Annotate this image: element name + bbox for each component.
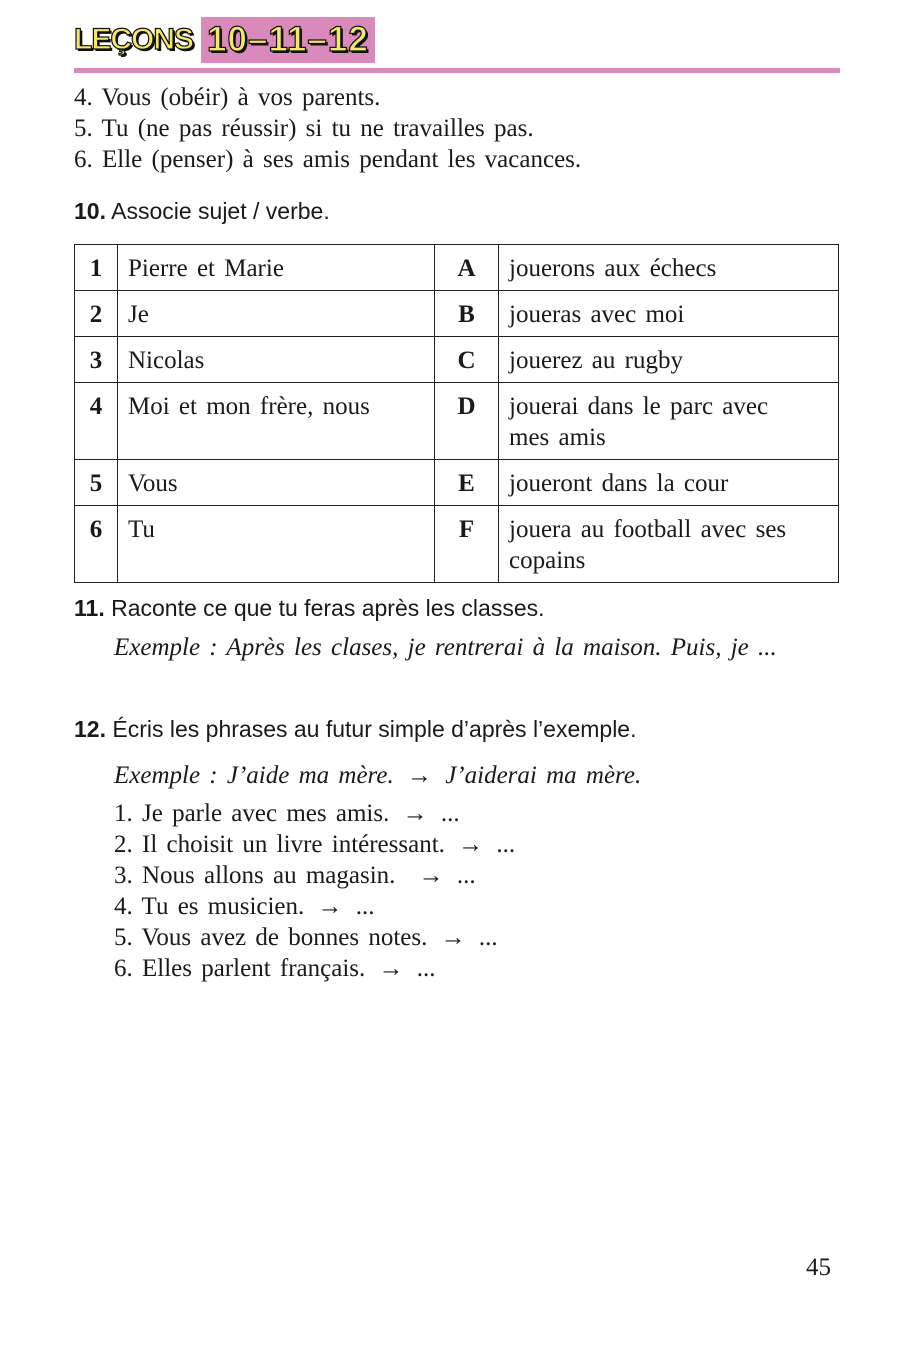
exercise-sentence: 2. Il choisit un livre intéressant. [114, 831, 445, 858]
row-verb: jouera au football avec ses copains [499, 506, 839, 583]
row-letter: E [435, 460, 499, 506]
exercise-sentence: 1. Je parle avec mes amis. [114, 800, 390, 827]
row-subject: Je [118, 291, 435, 337]
page-number: 45 [806, 1254, 831, 1281]
answer-placeholder: ... [456, 862, 476, 889]
row-subject: Vous [118, 460, 435, 506]
task-12-number: 12. [74, 716, 106, 742]
table-row [75, 337, 839, 383]
answer-placeholder: ... [416, 955, 436, 982]
lesson-header [74, 16, 375, 64]
list-item [114, 829, 515, 860]
task-11-instruction: Raconte ce que tu feras après les classes. [111, 595, 545, 621]
lesson-header-numbers: 10–11–12 [201, 17, 375, 63]
list-item: 4. Vous (obéir) à vos parents. [74, 84, 381, 111]
header-divider [74, 68, 840, 73]
row-verb: joueras avec moi [499, 291, 839, 337]
list-item [114, 953, 515, 984]
task-12-heading [74, 716, 637, 743]
row-verb: jouerai dans le parc avec mes amis [499, 383, 839, 460]
task-11-number: 11. [74, 595, 105, 621]
arrow-right-icon: → [440, 924, 466, 951]
task-12-example [114, 760, 641, 791]
list-item: 5. Tu (ne pas réussir) si tu ne travailles pas. [74, 115, 534, 142]
table-row [75, 291, 839, 337]
list-item [114, 891, 515, 922]
arrow-right-icon: → [418, 862, 444, 889]
list-item [114, 922, 515, 953]
example-sentence: Exemple : J’aide ma mère. [114, 762, 394, 789]
top-sentences-list [74, 82, 581, 175]
row-subject: Nicolas [118, 337, 435, 383]
row-number: 3 [75, 337, 118, 383]
row-verb: jouerons aux échecs [499, 245, 839, 291]
task-11-heading [74, 595, 545, 622]
row-letter: B [435, 291, 499, 337]
answer-placeholder: ... [355, 893, 375, 920]
task-11-example: Exemple : Après les clases, je rentrerai à la maison. Puis, je ... [114, 634, 777, 661]
matching-table [74, 244, 839, 583]
row-subject: Pierre et Marie [118, 245, 435, 291]
table-row [75, 460, 839, 506]
row-letter: F [435, 506, 499, 583]
example-answer: J’aiderai ma mère. [445, 762, 642, 789]
row-verb: joueront dans la cour [499, 460, 839, 506]
row-letter: C [435, 337, 499, 383]
row-number: 1 [75, 245, 118, 291]
exercise-sentence: 4. Tu es musicien. [114, 893, 305, 920]
row-letter: A [435, 245, 499, 291]
list-item [114, 860, 515, 891]
row-subject: Tu [118, 506, 435, 583]
row-subject: Moi et mon frère, nous [118, 383, 435, 460]
task-10-number: 10. [74, 198, 106, 224]
row-number: 2 [75, 291, 118, 337]
arrow-right-icon: → [317, 893, 343, 920]
row-number: 4 [75, 383, 118, 460]
table-row [75, 383, 839, 460]
table-row [75, 245, 839, 291]
lesson-header-word: LEÇONS [74, 23, 194, 56]
arrow-right-icon: → [458, 831, 484, 858]
exercise-sentence: 6. Elles parlent français. [114, 955, 366, 982]
exercise-sentence: 5. Vous avez de bonnes notes. [114, 924, 428, 951]
task-10-heading [74, 198, 330, 225]
arrow-right-icon: → [402, 800, 428, 827]
answer-placeholder: ... [478, 924, 498, 951]
task-12-instruction: Écris les phrases au futur simple d’après l’exemple. [112, 716, 637, 742]
arrow-right-icon: → [378, 955, 404, 982]
task-10-instruction: Associe sujet / verbe. [111, 198, 330, 224]
row-verb: jouerez au rugby [499, 337, 839, 383]
arrow-right-icon: → [406, 762, 432, 789]
row-letter: D [435, 383, 499, 460]
exercise-sentence: 3. Nous allons au magasin. [114, 862, 396, 889]
task-12-list [114, 798, 515, 984]
answer-placeholder: ... [440, 800, 460, 827]
row-number: 5 [75, 460, 118, 506]
table-row [75, 506, 839, 583]
answer-placeholder: ... [496, 831, 516, 858]
row-number: 6 [75, 506, 118, 583]
list-item: 6. Elle (penser) à ses amis pendant les vacances. [74, 146, 582, 173]
list-item [114, 798, 515, 829]
